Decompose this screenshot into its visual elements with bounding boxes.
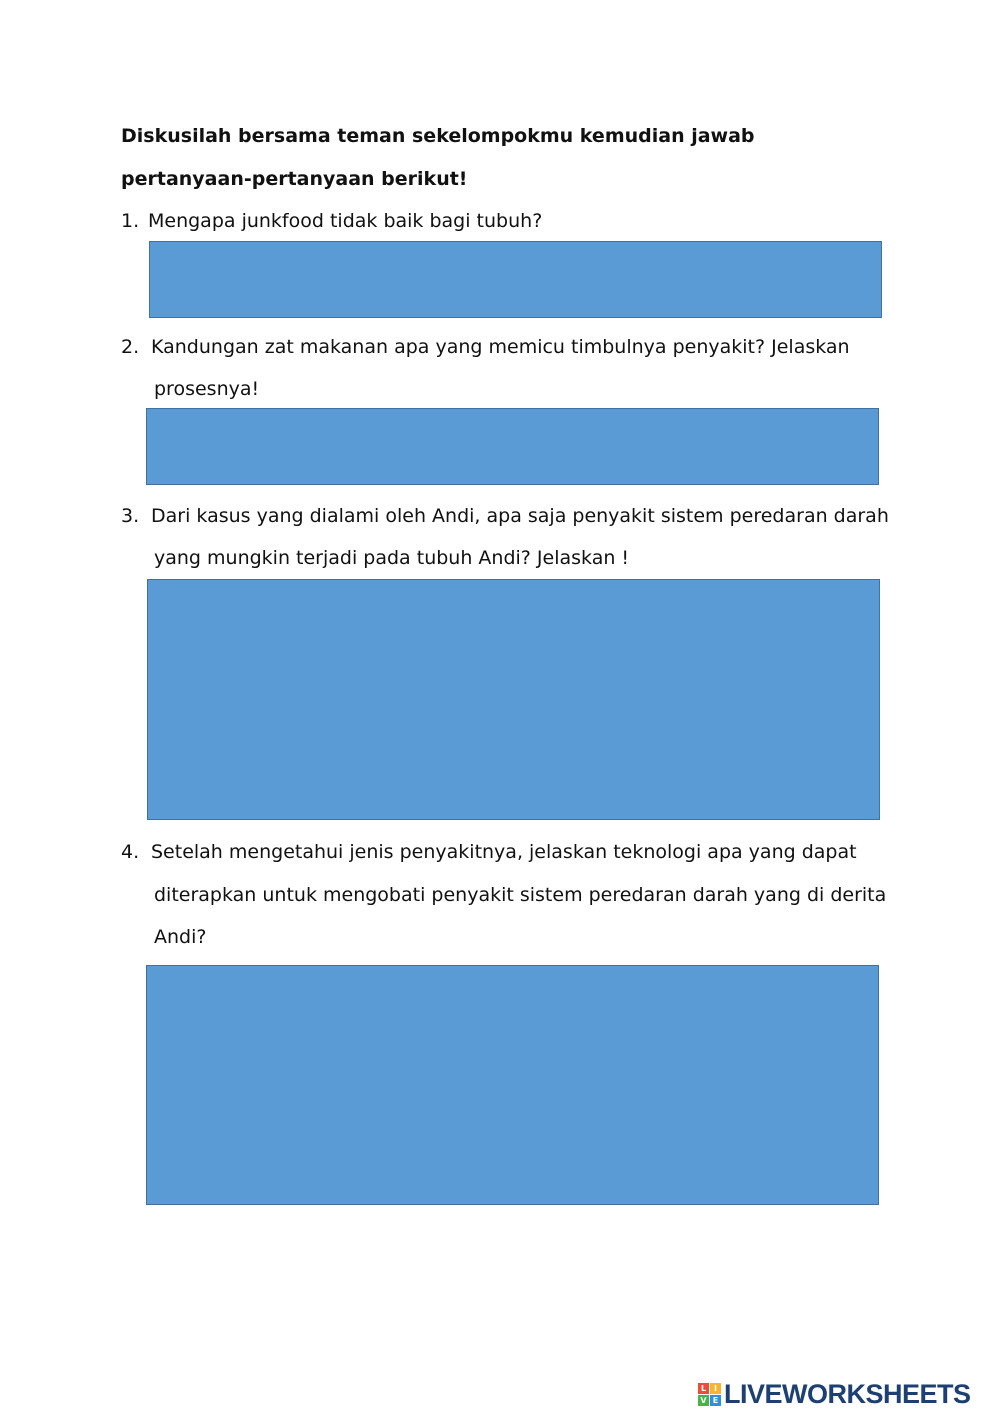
liveworksheets-logo [698, 1378, 971, 1410]
question-4-continuation-1: diterapkan untuk mengobati penyakit sistem peredaran darah yang di derita [154, 884, 887, 906]
question-4 [121, 843, 857, 862]
question-number: 2. [121, 336, 140, 358]
question-4-continuation-2: Andi? [154, 926, 207, 948]
answer-box-4[interactable] [146, 965, 879, 1205]
question-text: Dari kasus yang dialami oleh Andi, apa saja penyakit sistem peredaran darah [151, 505, 889, 527]
question-text: Kandungan zat makanan apa yang memicu timbulnya penyakit? Jelaskan [151, 336, 850, 358]
answer-box-2[interactable] [146, 408, 879, 485]
question-3 [121, 507, 889, 526]
question-number: 1. [121, 210, 140, 232]
question-1 [121, 212, 542, 231]
question-text: Mengapa junkfood tidak baik bagi tubuh? [148, 210, 543, 232]
question-number: 3. [121, 505, 140, 527]
instruction-line-2: pertanyaan-pertanyaan berikut! [121, 168, 468, 190]
answer-box-1[interactable] [149, 241, 882, 318]
logo-tile: V [698, 1395, 709, 1406]
question-number: 4. [121, 841, 140, 863]
question-2 [121, 338, 850, 357]
answer-box-3[interactable] [147, 579, 880, 820]
question-3-continuation: yang mungkin terjadi pada tubuh Andi? Jelaskan ! [154, 547, 630, 569]
logo-tile: L [698, 1383, 709, 1394]
liveworksheets-logo-icon [698, 1383, 721, 1406]
question-text: Setelah mengetahui jenis penyakitnya, jelaskan teknologi apa yang dapat [151, 841, 857, 863]
logo-text: LIVEWORKSHEETS [724, 1378, 971, 1409]
question-2-continuation: prosesnya! [154, 378, 260, 400]
logo-tile: I [710, 1383, 721, 1394]
instruction-line-1: Diskusilah bersama teman sekelompokmu kemudian jawab [121, 125, 755, 147]
logo-tile: E [710, 1395, 721, 1406]
